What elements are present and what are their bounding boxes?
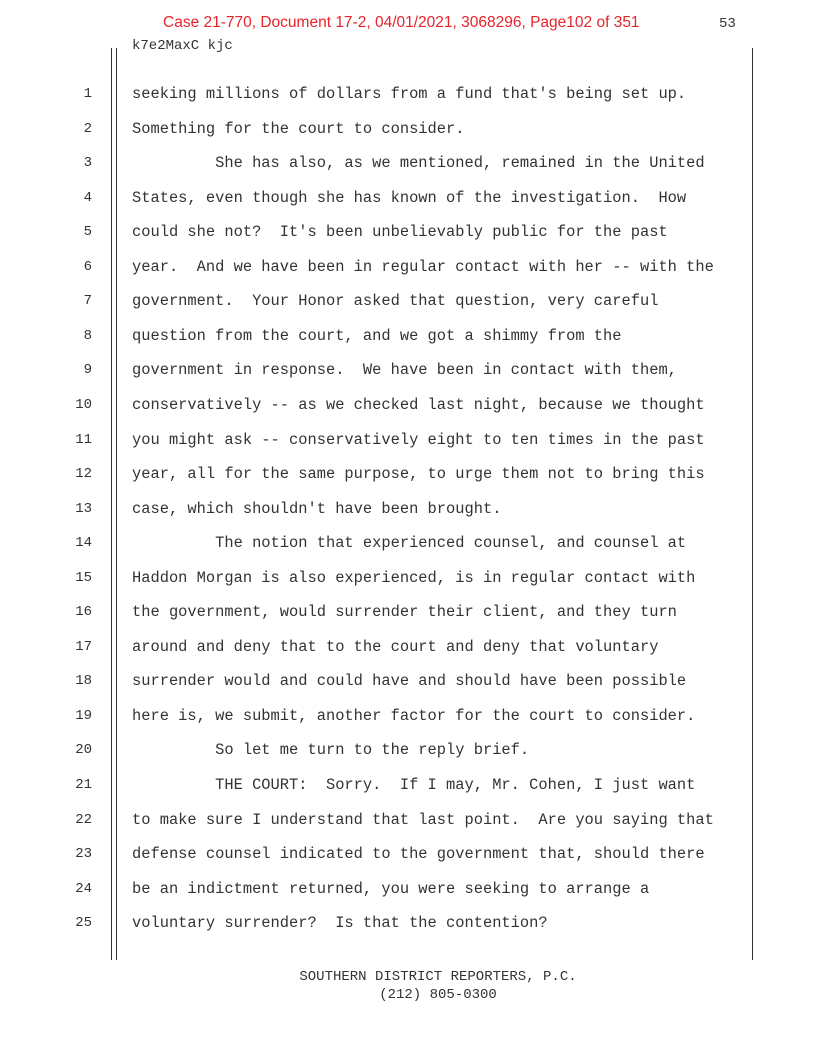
transcript-line: government. Your Honor asked that question, very careful (132, 292, 659, 310)
transcript-line: case, which shouldn't have been brought. (132, 500, 502, 518)
line-number: 15 (75, 570, 92, 586)
transcript-line: defense counsel indicated to the government that, should there (132, 845, 705, 863)
line-number: 18 (75, 673, 92, 689)
transcript-line: could she not? It's been unbelievably public for the past (132, 223, 668, 241)
document-id: k7e2MaxC kjc (132, 38, 233, 54)
line-number: 16 (75, 604, 92, 620)
line-number: 21 (75, 777, 92, 793)
transcript-line: question from the court, and we got a shimmy from the (132, 327, 622, 345)
line-number: 1 (83, 86, 92, 102)
footer-reporter: SOUTHERN DISTRICT REPORTERS, P.C. (299, 969, 577, 985)
transcript-line: Something for the court to consider. (132, 120, 465, 138)
transcript-line: voluntary surrender? Is that the contention? (132, 914, 548, 932)
line-number: 12 (75, 466, 92, 482)
transcript-line: the government, would surrender their client, and they turn (132, 603, 677, 621)
left-margin-rule-inner (116, 48, 117, 960)
transcript-line: you might ask -- conservatively eight to ten times in the past (132, 431, 705, 449)
line-number: 4 (83, 190, 92, 206)
footer-phone: (212) 805-0300 (379, 987, 497, 1003)
line-number: 9 (83, 362, 92, 378)
transcript-line: year. And we have been in regular contact with her -- with the (132, 258, 714, 276)
page-number: 53 (719, 16, 736, 32)
line-number: 3 (83, 155, 92, 171)
line-number: 2 (83, 121, 92, 137)
transcript-line: to make sure I understand that last point. Are you saying that (132, 811, 714, 829)
transcript-line: seeking millions of dollars from a fund that's being set up. (132, 85, 687, 103)
line-number: 10 (75, 397, 92, 413)
line-number: 6 (83, 259, 92, 275)
transcript-line: The notion that experienced counsel, and counsel at (132, 534, 687, 552)
line-number: 13 (75, 501, 92, 517)
line-number: 5 (83, 224, 92, 240)
line-number: 25 (75, 915, 92, 931)
line-number: 23 (75, 846, 92, 862)
transcript-line: conservatively -- as we checked last night, because we thought (132, 396, 705, 414)
case-header: Case 21-770, Document 17-2, 04/01/2021, 3068296, Page102 of 351 (163, 14, 640, 31)
transcript-line: government in response. We have been in contact with them, (132, 361, 677, 379)
transcript-line: She has also, as we mentioned, remained in the United (132, 154, 705, 172)
line-number: 20 (75, 742, 92, 758)
transcript-line: surrender would and could have and should have been possible (132, 672, 687, 690)
line-number: 19 (75, 708, 92, 724)
line-number: 11 (75, 432, 92, 448)
line-number: 17 (75, 639, 92, 655)
line-number: 22 (75, 812, 92, 828)
transcript-line: So let me turn to the reply brief. (132, 741, 530, 759)
right-margin-rule (752, 48, 753, 960)
line-number: 14 (75, 535, 92, 551)
transcript-line: year, all for the same purpose, to urge them not to bring this (132, 465, 705, 483)
line-number: 24 (75, 881, 92, 897)
transcript-line: States, even though she has known of the investigation. How (132, 189, 687, 207)
transcript-line: Haddon Morgan is also experienced, is in regular contact with (132, 569, 696, 587)
line-number: 8 (83, 328, 92, 344)
left-margin-rule-outer (111, 48, 112, 960)
transcript-line: be an indictment returned, you were seeking to arrange a (132, 880, 650, 898)
transcript-line: here is, we submit, another factor for the court to consider. (132, 707, 696, 725)
transcript-line: around and deny that to the court and deny that voluntary (132, 638, 659, 656)
line-number: 7 (83, 293, 92, 309)
transcript-line: THE COURT: Sorry. If I may, Mr. Cohen, I just want (132, 776, 696, 794)
